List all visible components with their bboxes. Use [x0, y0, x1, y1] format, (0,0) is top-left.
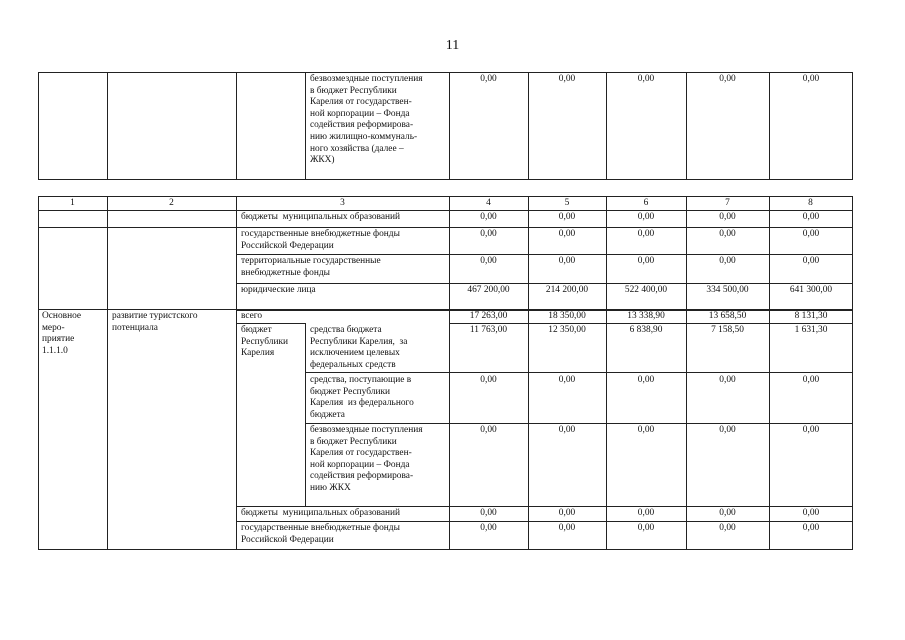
table-rule	[236, 506, 853, 507]
table-rule	[236, 521, 853, 522]
column-header: 6	[643, 198, 649, 208]
value-cell: 214 200,00	[545, 285, 589, 295]
table-rule	[38, 72, 39, 180]
table-rule	[305, 372, 853, 373]
source-text: в бюджет Республики	[310, 85, 397, 96]
budget-label: Карелия	[241, 348, 275, 359]
source-text: исключением целевых	[310, 348, 400, 359]
value-cell: 0,00	[802, 508, 820, 518]
source-text: нию жилищно-коммуналь-	[310, 132, 418, 142]
source-text: ной корпорации – Фонда	[310, 108, 410, 119]
activity-name: потенциала	[112, 322, 158, 333]
value-cell: 7 158,50	[711, 325, 744, 335]
value-cell: 467 200,00	[467, 285, 510, 295]
source-text: ЖКХ)	[310, 155, 335, 166]
source-text: Российской Федерации	[241, 240, 334, 251]
source-text: юридические лица	[241, 285, 316, 295]
value-cell: 6 838,90	[629, 325, 663, 335]
table-rule	[686, 196, 687, 550]
table-rule	[107, 72, 108, 180]
table-rule	[528, 72, 529, 180]
value-cell: 0,00	[637, 229, 655, 239]
table-rule	[305, 72, 306, 180]
table-rule	[236, 254, 853, 255]
column-header: 7	[725, 198, 730, 208]
source-text: ного хозяйства (далее –	[310, 143, 404, 154]
value-cell: 0,00	[637, 375, 655, 385]
table-rule	[107, 196, 108, 550]
source-text: бюджета	[310, 409, 345, 420]
value-cell: 0,00	[802, 425, 820, 435]
value-cell: 0,00	[802, 256, 820, 266]
source-text: в бюджет Республики	[310, 436, 397, 447]
source-text: Карелия от государствен-	[310, 448, 412, 459]
table-rule	[305, 323, 306, 507]
column-header: 8	[808, 198, 813, 208]
value-cell: 17 263,00	[469, 311, 508, 321]
value-cell: 0,00	[637, 212, 655, 222]
table-rule	[38, 196, 853, 197]
value-cell: 0,00	[558, 523, 576, 533]
value-cell: 0,00	[719, 508, 736, 518]
table-rule	[606, 196, 607, 550]
value-cell: 641 300,00	[789, 285, 833, 295]
value-cell: 8 131,30	[794, 311, 828, 321]
value-cell: 12 350,00	[548, 325, 586, 335]
value-cell: 0,00	[719, 74, 736, 84]
activity-code: 1.1.1.0	[42, 345, 68, 356]
value-cell: 0,00	[719, 523, 736, 533]
value-cell: 0,00	[802, 375, 820, 385]
source-text: содействия реформирова-	[310, 120, 414, 131]
value-cell: 0,00	[480, 74, 497, 84]
activity-code: меро-	[42, 322, 65, 333]
value-cell: 0,00	[558, 212, 576, 222]
value-cell: 11 763,00	[469, 325, 508, 335]
source-text: безвозмездные поступления	[310, 425, 423, 435]
value-cell: 0,00	[480, 212, 497, 222]
value-cell: 13 338,90	[627, 311, 665, 321]
value-cell: 0,00	[558, 375, 576, 385]
source-text: территориальные государственные	[241, 256, 381, 266]
value-cell: 0,00	[558, 508, 576, 518]
table-rule	[38, 210, 853, 211]
source-text: средства бюджета	[310, 325, 382, 335]
table-rule	[236, 323, 306, 324]
table-rule	[686, 72, 687, 180]
column-header: 3	[340, 198, 345, 208]
table-rule	[236, 283, 853, 284]
source-text: ной корпорации – Фонда	[310, 459, 410, 470]
source-text: нию ЖКХ	[310, 483, 351, 493]
value-cell: 0,00	[802, 523, 820, 533]
value-cell: 0,00	[719, 375, 736, 385]
value-cell: 0,00	[558, 74, 576, 84]
value-cell: 0,00	[719, 212, 736, 222]
column-header: 1	[70, 198, 75, 208]
value-cell: 0,00	[802, 212, 820, 222]
value-cell: 0,00	[637, 74, 655, 84]
table-rule	[449, 323, 853, 324]
budget-label: бюджет	[241, 325, 272, 335]
source-text: средства, поступающие в	[310, 375, 412, 385]
column-header: 4	[486, 198, 491, 208]
value-cell: 0,00	[802, 74, 820, 84]
value-cell: 1 631,30	[794, 325, 828, 335]
value-cell: 522 400,00	[624, 285, 668, 295]
source-text: безвозмездные поступления	[310, 74, 423, 84]
value-cell: 0,00	[480, 229, 497, 239]
value-cell: 0,00	[637, 425, 655, 435]
value-cell: 0,00	[480, 256, 497, 266]
source-text: Российской Федерации	[241, 534, 334, 545]
source-text: Республики Карелия, за	[310, 336, 408, 347]
value-cell: 0,00	[480, 425, 497, 435]
source-text: бюджеты муниципальных образований	[241, 212, 401, 222]
value-cell: 0,00	[637, 256, 655, 266]
value-cell: 0,00	[558, 425, 576, 435]
table-rule	[852, 72, 853, 180]
value-cell: 0,00	[637, 523, 655, 533]
value-cell: 0,00	[719, 425, 736, 435]
value-cell: 0,00	[719, 256, 736, 266]
source-text: содействия реформирова-	[310, 471, 414, 482]
activity-code: Основное	[42, 311, 82, 321]
value-cell: 0,00	[480, 508, 497, 518]
value-cell: 0,00	[558, 256, 576, 266]
activity-code: приятие	[42, 334, 75, 345]
table-rule	[38, 72, 853, 73]
source-text: федеральных средств	[310, 359, 396, 370]
activity-name: развитие туристского	[112, 311, 198, 321]
table-rule	[38, 196, 39, 550]
table-rule	[236, 72, 237, 180]
table-rule	[236, 196, 237, 550]
table-rule	[305, 423, 853, 424]
table-rule	[769, 72, 770, 180]
value-cell: 13 658,50	[708, 311, 747, 321]
total-label: всего	[241, 311, 263, 321]
column-header: 5	[564, 198, 570, 208]
source-text: государственные внебюджетные фонды	[241, 523, 400, 533]
value-cell: 18 350,00	[548, 311, 586, 321]
table-rule	[852, 196, 853, 550]
table-rule	[769, 196, 770, 550]
table-rule	[38, 549, 853, 550]
source-text: внебюджетные фонды	[241, 267, 330, 278]
source-text: бюджет Республики	[310, 386, 391, 397]
value-cell: 0,00	[802, 229, 820, 239]
table-rule	[606, 72, 607, 180]
value-cell: 0,00	[558, 229, 576, 239]
table-rule	[38, 227, 853, 228]
source-text: государственные внебюджетные фонды	[241, 229, 400, 239]
column-header: 2	[169, 198, 174, 208]
table-rule	[528, 196, 529, 550]
source-text: Карелия от государствен-	[310, 97, 412, 108]
source-text: бюджеты муниципальных образований	[241, 508, 401, 518]
value-cell: 0,00	[637, 508, 655, 518]
table-rule	[38, 179, 853, 180]
value-cell: 0,00	[480, 523, 497, 533]
table-rule	[449, 196, 450, 550]
page-number: 11	[445, 38, 460, 53]
value-cell: 334 500,00	[706, 285, 749, 295]
value-cell: 0,00	[719, 229, 736, 239]
table-rule	[38, 309, 237, 310]
source-text: Карелия из федерального	[310, 398, 414, 409]
value-cell: 0,00	[480, 375, 497, 385]
table-rule	[449, 72, 450, 180]
budget-label: Республики	[241, 336, 289, 347]
